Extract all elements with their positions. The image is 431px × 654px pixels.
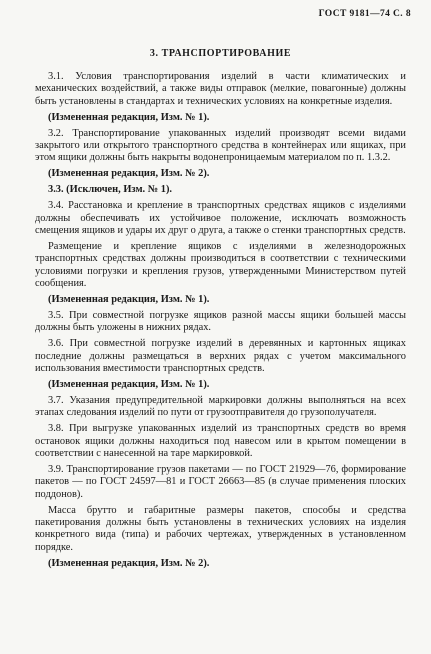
amendment-note: (Измененная редакция, Изм. № 1). — [48, 378, 210, 390]
paragraph-3-1: 3.1. Условия транспортирования изделий в части климатических и механических воздействий, а также виды отправок (мелкие, повагонные) должны быть установлены в стандартах и технических условиях на конкретные изделия. — [35, 71, 406, 107]
paragraph-3-4: 3.4. Расстановка и крепление в транспортных средствах ящиков с изделиями должны обеспечивать их устойчивое положение, исключать возможность смещения ящиков и удары их друг о друга, а также о стенки транспортных средств. — [35, 200, 406, 236]
paragraph-3-9-continued: Масса брутто и габаритные размеры пакетов, способы и средства пакетирования должны быть установлены в технических условиях на изделия конкретного вида (типа) и рабочих чертежах, утвержденных в установленном порядке. — [35, 504, 406, 553]
paragraph-3-7: 3.7. Указания предупредительной маркировки должны выполняться на всех этапах следования изделий по пути от грузоотправителя до грузополучателя. — [35, 394, 406, 419]
paragraph-3-3: 3.3. (Исключен, Изм. № 1). — [48, 184, 173, 196]
paragraph-3-5: 3.5. При совместной погрузке ящиков разной массы ящики большей массы должны быть уложены в нижних рядах. — [35, 309, 406, 334]
amendment-note: (Измененная редакция, Изм. № 1). — [48, 294, 210, 305]
paragraph-3-2: 3.2. Транспортирование упакованных изделий производят всеми видами закрытого или открытого транспортного средства в контейнерах или ящиках, при этом ящики должны быть накрыты водонепроницаемым материалом по п. 1.3.2. — [35, 127, 406, 164]
document-body — [35, 48, 406, 574]
paragraph-3-6: 3.6. При совместной погрузке изделий в деревянных и картонных ящиках последние должны размещаться в верхних рядах с учетом максимального использования вместимости транспортных средств. — [35, 338, 406, 375]
section-title: 3. ТРАНСПОРТИРОВАНИЕ — [149, 48, 292, 59]
paragraph-3-4-continued: Размещение и крепление ящиков с изделиями в железнодорожных транспортных средствах должны производиться в соответствии с техническими условиями погрузки и крепления грузов, утвержденными Министерством путей сообщения. — [35, 240, 406, 290]
amendment-note: (Измененная редакция, Изм. № 1). — [48, 111, 210, 123]
amendment-note: (Измененная редакция, Изм. № 2). — [48, 168, 210, 180]
paragraph-3-9: 3.9. Транспортирование грузов пакетами — по ГОСТ 21929—76, формирование пакетов — по ГОСТ 24597—81 и ГОСТ 26663—85 (в случае применения плоских поддонов). — [35, 463, 406, 500]
amendment-note: (Измененная редакция, Изм. № 2). — [48, 557, 210, 569]
paragraph-3-8: 3.8. При выгрузке упакованных изделий из транспортных средств во время остановок ящики должны находиться под навесом или в крытом помещении в соответствии с нанесенной на таре маркировкой. — [35, 423, 406, 459]
page-header: ГОСТ 9181—74 С. 8 — [318, 9, 411, 19]
